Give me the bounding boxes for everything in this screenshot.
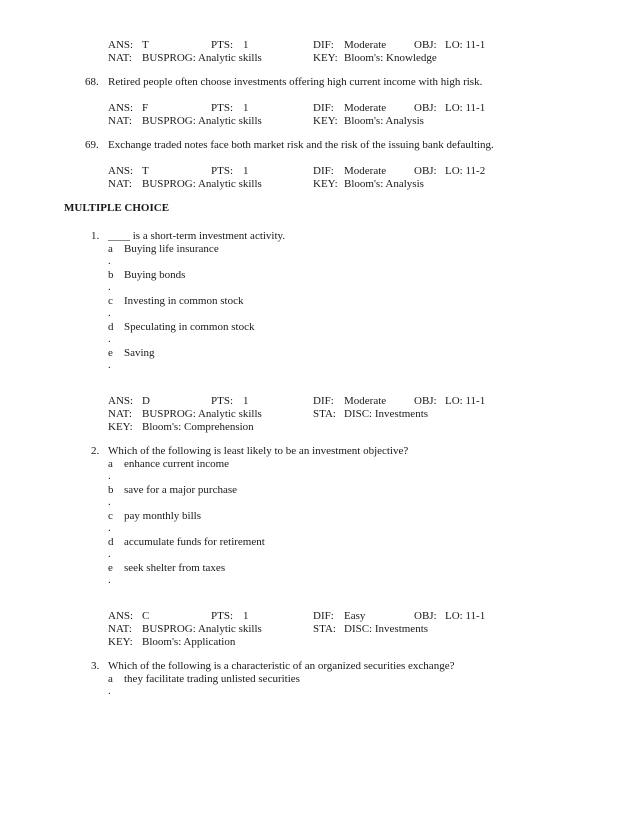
option-letter: b xyxy=(108,484,114,496)
answer-meta-field: NAT: xyxy=(108,115,132,127)
option-text: pay monthly bills xyxy=(124,510,201,522)
answer-meta-field: T xyxy=(142,39,149,51)
option-letter: d xyxy=(108,536,114,548)
question-number: 69. xyxy=(85,139,99,151)
option-dot: . xyxy=(108,574,111,586)
answer-meta-field: OBJ: xyxy=(414,610,437,622)
question-text: Which of the following is a characteristic of an organized securities exchange? xyxy=(108,660,455,672)
answer-meta-field: PTS: xyxy=(211,102,234,114)
answer-meta-field: BUSPROG: Analytic skills xyxy=(142,115,262,127)
answer-meta-field: Bloom's: Comprehension xyxy=(142,421,254,433)
answer-meta-field: KEY: xyxy=(313,115,338,127)
answer-meta-field: ANS: xyxy=(108,39,134,51)
option-dot: . xyxy=(108,333,111,345)
answer-meta-field: Moderate xyxy=(344,395,387,407)
answer-meta-field: PTS: xyxy=(211,165,234,177)
answer-meta-field: PTS: xyxy=(211,39,234,51)
answer-meta-field: LO: 11-1 xyxy=(445,610,486,622)
answer-meta-field: OBJ: xyxy=(414,395,437,407)
option-dot: . xyxy=(108,307,111,319)
answer-meta-field: DISC: Investments xyxy=(344,408,429,420)
question-text: Retired people often choose investments offering high current income with high risk. xyxy=(108,76,483,88)
answer-meta-field: Bloom's: Knowledge xyxy=(344,52,437,64)
answer-meta-field: Bloom's: Analysis xyxy=(344,178,424,190)
answer-meta-field: DISC: Investments xyxy=(344,623,429,635)
answer-meta-field: 1 xyxy=(243,395,249,407)
question-number: 68. xyxy=(85,76,99,88)
answer-meta-field: PTS: xyxy=(211,395,234,407)
answer-meta-field: LO: 11-1 xyxy=(445,395,486,407)
option-text: they facilitate trading unlisted securities xyxy=(124,673,300,685)
answer-meta-field: LO: 11-1 xyxy=(445,102,486,114)
option-letter: a xyxy=(108,673,113,685)
answer-meta-field: STA: xyxy=(313,408,336,420)
answer-meta-field: NAT: xyxy=(108,178,132,190)
option-letter: a xyxy=(108,458,113,470)
option-dot: . xyxy=(108,470,111,482)
answer-meta-field: C xyxy=(142,610,150,622)
option-text: Buying life insurance xyxy=(124,243,219,255)
question-number: 1. xyxy=(91,230,100,242)
option-letter: b xyxy=(108,269,114,281)
question-text: Which of the following is least likely to be an investment objective? xyxy=(108,445,409,457)
answer-meta-field: ANS: xyxy=(108,102,134,114)
option-text: enhance current income xyxy=(124,458,230,470)
answer-meta-field: 1 xyxy=(243,165,249,177)
answer-meta-field: DIF: xyxy=(313,39,334,51)
option-letter: c xyxy=(108,295,113,307)
answer-meta-field: KEY: xyxy=(313,178,338,190)
answer-meta-field: LO: 11-1 xyxy=(445,39,486,51)
answer-meta-field: F xyxy=(142,102,149,114)
answer-meta-field: 1 xyxy=(243,610,249,622)
answer-meta-field: LO: 11-2 xyxy=(445,165,486,177)
question-text: Exchange traded notes face both market risk and the risk of the issuing bank defaulting. xyxy=(108,139,494,151)
answer-meta-field: OBJ: xyxy=(414,39,437,51)
answer-meta-field: KEY: xyxy=(313,52,338,64)
answer-meta-field: Bloom's: Analysis xyxy=(344,115,424,127)
option-text: accumulate funds for retirement xyxy=(124,536,265,548)
option-text: Saving xyxy=(124,347,155,359)
option-dot: . xyxy=(108,548,111,560)
option-text: seek shelter from taxes xyxy=(124,562,226,574)
option-letter: d xyxy=(108,321,114,333)
question-text: ____ is a short-term investment activity. xyxy=(108,230,286,242)
option-dot: . xyxy=(108,359,111,371)
option-letter: e xyxy=(108,562,113,574)
option-dot: . xyxy=(108,281,111,293)
answer-meta-field: 1 xyxy=(243,102,249,114)
option-dot: . xyxy=(108,685,111,697)
answer-meta-field: NAT: xyxy=(108,623,132,635)
question-number: 3. xyxy=(91,660,100,672)
option-text: Speculating in common stock xyxy=(124,321,255,333)
option-letter: a xyxy=(108,243,113,255)
answer-meta-field: NAT: xyxy=(108,408,132,420)
answer-meta-field: BUSPROG: Analytic skills xyxy=(142,52,262,64)
answer-meta-field: T xyxy=(142,165,149,177)
answer-meta-field: NAT: xyxy=(108,52,132,64)
answer-meta-field: ANS: xyxy=(108,395,134,407)
answer-meta-field: BUSPROG: Analytic skills xyxy=(142,408,262,420)
answer-meta-field: BUSPROG: Analytic skills xyxy=(142,623,262,635)
answer-meta-field: DIF: xyxy=(313,395,334,407)
answer-meta-field: OBJ: xyxy=(414,165,437,177)
answer-meta-field: 1 xyxy=(243,39,249,51)
option-text: save for a major purchase xyxy=(124,484,238,496)
option-text: Investing in common stock xyxy=(124,295,244,307)
answer-meta-field: ANS: xyxy=(108,165,134,177)
answer-meta-field: Moderate xyxy=(344,165,387,177)
answer-meta-field: Bloom's: Application xyxy=(142,636,236,648)
option-dot: . xyxy=(108,522,111,534)
answer-meta-field: Easy xyxy=(344,610,366,622)
option-letter: c xyxy=(108,510,113,522)
option-dot: . xyxy=(108,255,111,267)
answer-meta-field: STA: xyxy=(313,623,336,635)
answer-meta-field: PTS: xyxy=(211,610,234,622)
question-number: 2. xyxy=(91,445,100,457)
answer-meta-field: DIF: xyxy=(313,610,334,622)
option-dot: . xyxy=(108,496,111,508)
answer-meta-field: Moderate xyxy=(344,102,387,114)
answer-meta-field: KEY: xyxy=(108,421,133,433)
answer-meta-field: OBJ: xyxy=(414,102,437,114)
answer-meta-field: BUSPROG: Analytic skills xyxy=(142,178,262,190)
answer-meta-field: DIF: xyxy=(313,102,334,114)
option-letter: e xyxy=(108,347,113,359)
answer-meta-field: Moderate xyxy=(344,39,387,51)
answer-meta-field: D xyxy=(142,395,150,407)
answer-meta-field: ANS: xyxy=(108,610,134,622)
answer-meta-field: KEY: xyxy=(108,636,133,648)
answer-meta-field: DIF: xyxy=(313,165,334,177)
section-heading: MULTIPLE CHOICE xyxy=(64,202,170,214)
option-text: Buying bonds xyxy=(124,269,186,281)
